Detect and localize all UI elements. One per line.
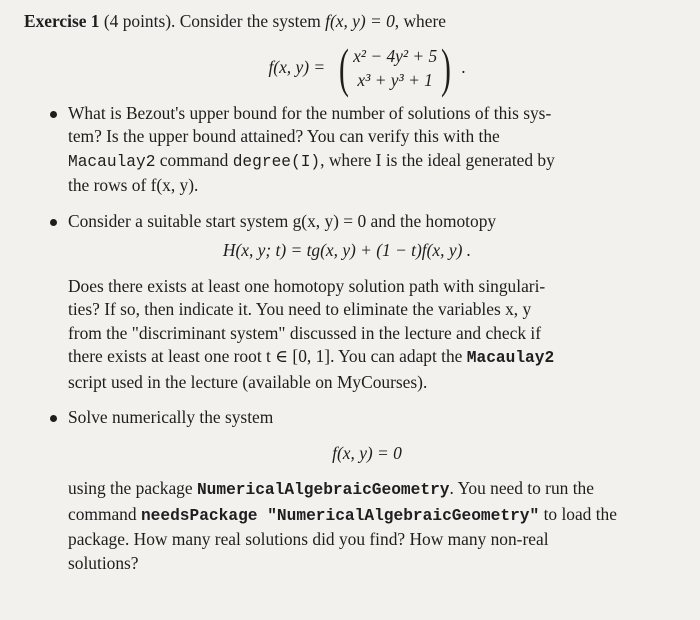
- exercise-intro-math: f(x, y) = 0: [325, 11, 395, 31]
- task-bezout-line-2: tem? Is the upper bound attained? You can verify this with the: [68, 126, 500, 146]
- homotopy-para-line-4: [68, 345, 670, 371]
- task-list-2: [24, 406, 670, 430]
- exercise-points: (4 points): [103, 11, 172, 31]
- homotopy-para-line-1: Does there exists at least one homotopy solution path with singulari-: [68, 275, 546, 296]
- macaulay2-name-2: Macaulay2: [466, 349, 555, 367]
- solve-para-line-1: [68, 477, 670, 503]
- homotopy-paragraph: [24, 275, 670, 395]
- matrix-period: .: [461, 56, 466, 77]
- exercise-intro-tail: , where: [394, 11, 446, 31]
- function-definition: [64, 34, 670, 102]
- matrix-row-1: x² − 4y² + 5: [353, 45, 438, 66]
- homotopy-para-line-2: ties? If so, then indicate it. You need to eliminate the variables x, y: [68, 299, 532, 319]
- task-bezout-line-3-tail: , where I is the ideal generated by: [320, 149, 555, 170]
- function-matrix: [353, 44, 437, 92]
- exercise-heading: [24, 10, 670, 34]
- matrix-row-2: x³ + y³ + 1: [357, 69, 433, 90]
- homotopy-para-line-4-text: there exists at least one root t ∈ [0, 1]. You can adapt the: [68, 346, 467, 366]
- exercise-label: Exercise 1: [24, 11, 100, 31]
- solve-para-line-2-tail: to load the: [539, 503, 617, 524]
- task-bezout-line-3: [68, 149, 670, 175]
- solve-para-line-1-text: using the package: [68, 478, 197, 498]
- package-name: NumericalAlgebraicGeometry: [196, 481, 450, 499]
- needs-package-command: needsPackage "NumericalAlgebraicGeometry": [140, 506, 540, 525]
- solve-para-line-1-tail: . You need to run the: [449, 478, 594, 498]
- homotopy-para-line-3: from the "discriminant system" discussed in the lecture and check if: [68, 322, 541, 343]
- homotopy-para-line-5: script used in the lecture (available on MyCourses).: [68, 371, 428, 392]
- solve-para-line-4: solutions?: [68, 552, 139, 573]
- task-bezout-line-4: the rows of f(x, y).: [68, 175, 199, 195]
- solve-para-line-2-text: command: [68, 503, 141, 524]
- system-equation: f(x, y) = 0: [332, 442, 402, 463]
- task-item-bezout: [24, 102, 670, 198]
- task-bezout-command-word: command: [155, 149, 233, 170]
- function-lhs: f(x, y) =: [268, 56, 326, 77]
- task-homotopy-line-1: Consider a suitable start system g(x, y) = 0 and the homotopy: [68, 210, 497, 231]
- task-bezout-line-1: What is Bezout's upper bound for the number of solutions of this sys-: [68, 102, 552, 123]
- exercise-intro-text: . Consider the system: [171, 11, 326, 31]
- solve-para-line-3: package. How many real solutions did you find? How many non-real: [68, 529, 549, 549]
- task-item-homotopy: [24, 210, 670, 234]
- degree-command: degree(I): [232, 152, 321, 171]
- homotopy-equation: H(x, y; t) = tg(x, y) + (1 − t)f(x, y) .: [222, 240, 472, 260]
- bullet-icon: [50, 415, 57, 422]
- right-paren: ): [441, 37, 452, 98]
- macaulay2-name: Macaulay2: [68, 152, 156, 171]
- solve-para-line-2: [68, 503, 670, 529]
- bullet-icon: [50, 219, 57, 226]
- left-paren: (: [339, 37, 350, 98]
- bullet-icon: [50, 111, 57, 118]
- task-solve-line-1: Solve numerically the system: [68, 407, 274, 427]
- task-list: [24, 102, 670, 234]
- solve-paragraph: [24, 477, 670, 575]
- task-item-solve: [24, 406, 670, 430]
